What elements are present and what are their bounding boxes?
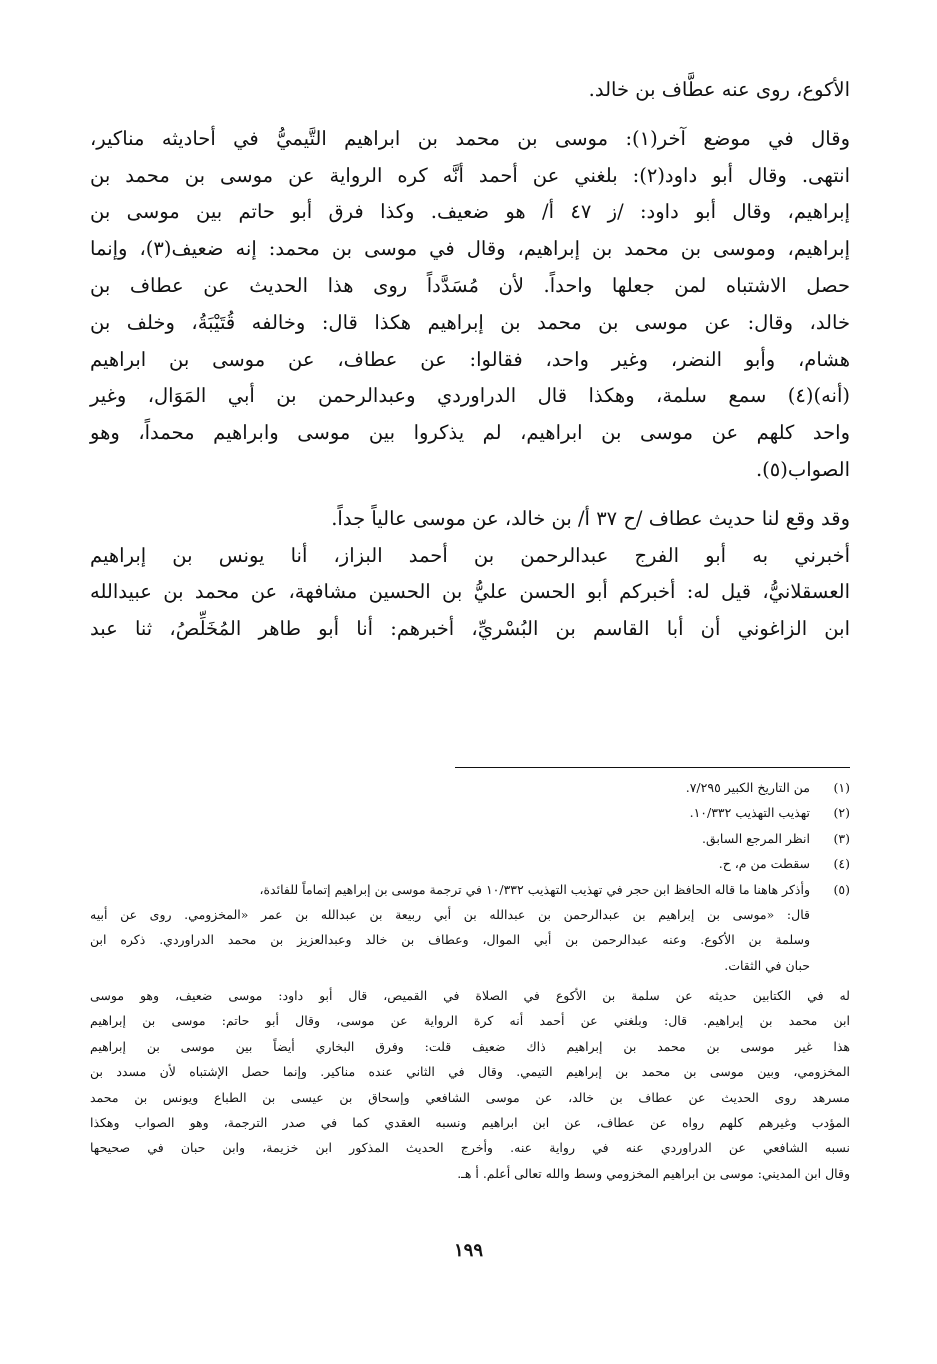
text-line: إبراهيم، وموسى بن محمد بن إبراهيم، وقال في موسى بن محمد: إنه ضعيف(٣)، وإنما	[90, 237, 850, 261]
footnote-5	[90, 877, 850, 902]
footnote-number: (١)	[833, 780, 850, 795]
quotation-line: مسرهد روى الحديث عن عطاف بن خالد، عن موسى الشافعي وإسحاق بن عيسى بن الطباع ويونس بن محمد	[90, 1089, 850, 1105]
quotation-line: ابن محمد بن إبراهيم. قال: وبلغني عن أحمد أنه كرة الرواية عن موسى، وقال أبو حاتم: موسى بن إبراهيم	[90, 1013, 850, 1029]
footnotes	[90, 775, 850, 978]
footnote-text: سقطت من م، ح.	[718, 856, 810, 872]
quotation-line: له في الكتابين حديثه عن سلمة بن الأكوع في الصلاة في القميص، قال أبو داود: موسى ضعيف، وهو موسى	[90, 988, 850, 1003]
footnote-number: (٥)	[833, 881, 850, 897]
footnote-2	[90, 800, 850, 825]
text-line: وقد وقع لنا حديث عطاف /ح ٣٧ أ/ بن خالد، عن موسى عالياً جداً.	[331, 506, 850, 530]
footnote-5-line: حبان في الثقات.	[724, 957, 810, 973]
footnote-text: انظر المرجع السابق.	[702, 830, 810, 846]
text-line: العسقلانيُّ، قيل له: أخبركم أبو الحسن عليُّ بن الحسين مشافهة، عن محمد بن عبيدالله	[90, 580, 850, 604]
text-line: حصل الاشتباه لمن جعلها واحداً. لأن مُسَدَّداً روى هذا الحديث عن عطاف بن	[90, 273, 850, 297]
footnote-divider	[455, 767, 850, 768]
footnote-5-quotation	[90, 983, 850, 1186]
footnote-text: من التاريخ الكبير ٧/٢٩٥.	[685, 780, 810, 795]
footnote-4	[90, 851, 850, 876]
text-line: (أنه)(٤) سمع سلمة، وهكذا قال الدراوردي وعبدالرحمن بن أبي المَوَال، وغير	[90, 384, 850, 408]
footnote-5-line: قال: «موسى بن إبراهيم بن عبدالرحمن بن عبدالله بن أبي ربيعة بن عبدالله بن عمر «المخزومي. روى عن أبيه	[90, 907, 810, 923]
page-number: ١٩٩	[453, 1240, 483, 1261]
footnote-5-line: وسلمة بن الأكوع. وعنه عبدالرحمن بن أبي الموال، وعطاف بن خالد وعبدالعزيز بن محمد الدراوردي. ذكره ابن	[90, 932, 810, 948]
footnote-number: (٢)	[833, 805, 850, 821]
text-line: الأكوع، روى عنه عطَّاف بن خالد.	[588, 78, 850, 101]
quotation-line: المخزومي، وبين موسى بن محمد بن إبراهيم التيمي. وقال في الثاني عنده مناكير. وإنما حصل الإشتباه لأن مسدد بن	[90, 1064, 850, 1080]
footnote-number: (٤)	[833, 856, 850, 872]
text-line: خالد، وقال: عن موسى بن محمد بن إبراهيم هكذا قال: وخالفه قُتَيْبَةُ، وخلف بن	[90, 310, 850, 334]
footnote-1	[90, 775, 850, 800]
footnote-number: (٣)	[833, 830, 850, 846]
paragraph-2	[90, 121, 850, 489]
quotation-line: المؤدب وغيرهم كلهم رواه عن عطاف، عن ابن ابراهيم ونسبه العقدي كما في صدر الترجمة، وهو الصواب وهكذا	[90, 1115, 850, 1131]
paragraph-3	[90, 501, 850, 538]
text-line: أخبرني به أبو الفرج عبدالرحمن بن أحمد البزاز، أنا يونس بن إبراهيم	[90, 543, 850, 567]
footnote-text: وأذكر هاهنا ما قاله الحافظ ابن حجر في تهذيب التهذيب ١٠/٣٣٢ في ترجمة موسى بن إبراهيم إتماماً للفائدة،	[259, 881, 810, 897]
text-line: إبراهيم، وقال أبو داود: /ز ٤٧ أ/ هو ضعيف. وكذا فرق أبو حاتم بين موسى بن	[90, 200, 850, 224]
quotation-line: نسبه الشافعي عن الدراوردي عنه في رواية عنه. وأخرج الحديث المذكور ابن خزيمة، وابن حبان في صحيحها	[90, 1140, 850, 1156]
text-line: وقال في موضع آخر(١): موسى بن محمد بن ابراهيم التَّيميُّ في أحاديثه مناكير،	[90, 126, 850, 150]
text-line: انتهى. وقال أبو داود(٢): بلغني عن أحمد أنَّه كره الرواية عن موسى بن محمد بن	[90, 163, 850, 187]
main-text	[90, 72, 850, 648]
quotation-line: وقال ابن المديني: موسى بن ابراهيم المخزومي وسط والله تعالى أعلم. أ هـ.	[457, 1165, 850, 1181]
footnote-text: تهذيب التهذيب ١٠/٣٣٢.	[689, 805, 810, 821]
text-line: ابن الزاغوني أن أبا القاسم بن البُسْريِّ، أخبرهم: أنا أبو طاهر المُخَلِّصُ، ثنا عبد	[90, 617, 850, 641]
paragraph-1	[90, 72, 850, 109]
text-line: هشام، وأبو النضر، وغير واحد، فقالوا: عن عطاف، عن موسى بن ابراهيم	[90, 347, 850, 371]
text-line: واحد كلهم عن موسى بن ابراهيم، لم يذكروا بين موسى وابراهيم محمداً، وهو	[90, 421, 850, 445]
text-line: الصواب(٥).	[755, 457, 850, 481]
quotation-line: هذا غير موسى بن محمد بن إبراهيم ذاك ضعيف قلت: وفرق البخاري أيضاً بين موسى بن إبراهيم	[90, 1038, 850, 1054]
footnote-3	[90, 826, 850, 851]
paragraph-4	[90, 538, 850, 648]
